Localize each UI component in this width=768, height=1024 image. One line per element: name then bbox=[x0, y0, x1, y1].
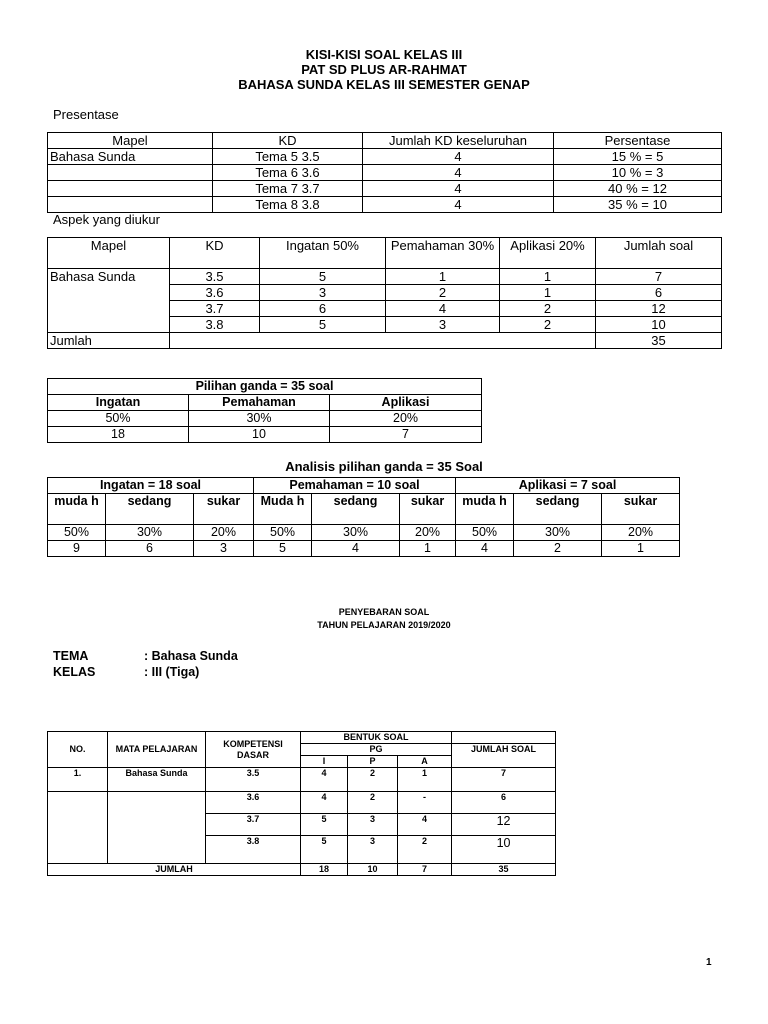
analisis-level-row bbox=[48, 494, 680, 525]
header-kd: KD bbox=[213, 133, 363, 149]
header-aplikasi: Aplikasi 20% bbox=[500, 238, 596, 269]
cell: 2 bbox=[348, 768, 398, 792]
cell: 30% bbox=[514, 525, 602, 541]
cell: 3.8 bbox=[206, 836, 301, 864]
cell: 20% bbox=[194, 525, 254, 541]
aspek-label: Aspek yang diukur bbox=[53, 212, 160, 227]
cell: 7 bbox=[398, 864, 452, 876]
analisis-group-row bbox=[48, 478, 680, 494]
cell: Tema 8 3.8 bbox=[213, 197, 363, 213]
cell: 4 bbox=[312, 541, 400, 557]
table-row bbox=[48, 197, 722, 213]
level-cell: sukar bbox=[602, 494, 680, 525]
cell: 3.7 bbox=[170, 301, 260, 317]
kelas-label: KELAS bbox=[53, 665, 96, 679]
cell: 50% bbox=[456, 525, 514, 541]
cell: 3 bbox=[348, 814, 398, 836]
cell: 5 bbox=[301, 814, 348, 836]
cell: 4 bbox=[301, 768, 348, 792]
cell: Bahasa Sunda bbox=[48, 149, 213, 165]
level-cell: sedang bbox=[514, 494, 602, 525]
empty-cell bbox=[48, 792, 108, 864]
header-jumlah-kd: Jumlah KD keseluruhan bbox=[363, 133, 554, 149]
cell: 4 bbox=[363, 197, 554, 213]
cell: 30% bbox=[106, 525, 194, 541]
header-mapel: Mapel bbox=[48, 238, 170, 269]
cell: 4 bbox=[363, 149, 554, 165]
cell: 7 bbox=[596, 269, 722, 285]
cell: 35 % = 10 bbox=[554, 197, 722, 213]
row-mapel: Bahasa Sunda bbox=[108, 768, 206, 792]
penyebaran-year: TAHUN PELAJARAN 2019/2020 bbox=[317, 620, 451, 630]
cell: 5 bbox=[254, 541, 312, 557]
cell: 4 bbox=[386, 301, 500, 317]
group-ingatan: Ingatan = 18 soal bbox=[48, 478, 254, 494]
cell: 20% bbox=[400, 525, 456, 541]
cell: 5 bbox=[260, 317, 386, 333]
cell: 18 bbox=[301, 864, 348, 876]
cell: 3 bbox=[348, 836, 398, 864]
aspek-table bbox=[47, 237, 722, 349]
jumlah-label: JUMLAH bbox=[48, 864, 301, 876]
pilihan-title-row bbox=[48, 379, 482, 395]
header-aplikasi: Aplikasi bbox=[330, 395, 482, 411]
presentase-header-row bbox=[48, 133, 722, 149]
cell: 4 bbox=[398, 814, 452, 836]
cell: 50% bbox=[48, 411, 189, 427]
cell: 2 bbox=[500, 301, 596, 317]
cell: 1 bbox=[400, 541, 456, 557]
table-row bbox=[48, 411, 482, 427]
cell: 6 bbox=[596, 285, 722, 301]
cell: 3.7 bbox=[206, 814, 301, 836]
empty-cell bbox=[452, 732, 556, 744]
cell: 4 bbox=[301, 792, 348, 814]
pilihan-title: Pilihan ganda = 35 soal bbox=[48, 379, 482, 395]
presentase-table bbox=[47, 132, 722, 213]
cell: 12 bbox=[452, 814, 556, 836]
cell: 30% bbox=[189, 411, 330, 427]
cell: 6 bbox=[260, 301, 386, 317]
header-kompetensi-dasar: KOMPETENSI DASAR bbox=[206, 732, 301, 768]
cell: 5 bbox=[260, 269, 386, 285]
cell: 9 bbox=[48, 541, 106, 557]
cell: 6 bbox=[452, 792, 556, 814]
group-pemahaman: Pemahaman = 10 soal bbox=[254, 478, 456, 494]
cell: 10 bbox=[189, 427, 330, 443]
table-row bbox=[48, 149, 722, 165]
table-row bbox=[48, 427, 482, 443]
cell: 10 % = 3 bbox=[554, 165, 722, 181]
cell: 10 bbox=[452, 836, 556, 864]
presentase-label: Presentase bbox=[53, 107, 119, 122]
cell: Tema 6 3.6 bbox=[213, 165, 363, 181]
cell: 5 bbox=[301, 836, 348, 864]
cell: 2 bbox=[514, 541, 602, 557]
cell: 3.6 bbox=[170, 285, 260, 301]
cell bbox=[48, 165, 213, 181]
cell: 3.8 bbox=[170, 317, 260, 333]
table-row bbox=[48, 525, 680, 541]
cell bbox=[48, 197, 213, 213]
cell: 1 bbox=[500, 285, 596, 301]
tema-value: : Bahasa Sunda bbox=[144, 649, 238, 663]
analisis-title: Analisis pilihan ganda = 35 Soal bbox=[285, 459, 483, 474]
header-persentase: Persentase bbox=[554, 133, 722, 149]
header-kd: KD bbox=[170, 238, 260, 269]
table-row bbox=[48, 269, 722, 285]
table-row bbox=[48, 541, 680, 557]
cell: 3 bbox=[194, 541, 254, 557]
header-pemahaman: Pemahaman 30% bbox=[386, 238, 500, 269]
header-row-1 bbox=[48, 732, 556, 744]
cell: 15 % = 5 bbox=[554, 149, 722, 165]
cell: 50% bbox=[48, 525, 106, 541]
level-cell: muda h bbox=[48, 494, 106, 525]
header-pg: PG bbox=[301, 744, 452, 756]
cell: 18 bbox=[48, 427, 189, 443]
aspek-header-row bbox=[48, 238, 722, 269]
cell: 2 bbox=[398, 836, 452, 864]
pilihan-ganda-table bbox=[47, 378, 482, 443]
level-cell: sukar bbox=[400, 494, 456, 525]
level-cell: sukar bbox=[194, 494, 254, 525]
doc-title-line1: KISI-KISI SOAL KELAS III bbox=[305, 47, 463, 62]
cell: - bbox=[398, 792, 452, 814]
jumlah-value: 35 bbox=[596, 333, 722, 349]
table-row bbox=[48, 792, 556, 814]
cell: 7 bbox=[452, 768, 556, 792]
cell: 4 bbox=[456, 541, 514, 557]
cell: 3 bbox=[260, 285, 386, 301]
table-row bbox=[48, 768, 556, 792]
pilihan-header-row bbox=[48, 395, 482, 411]
cell: 2 bbox=[386, 285, 500, 301]
header-mata-pelajaran: MATA PELAJARAN bbox=[108, 732, 206, 768]
cell: 6 bbox=[106, 541, 194, 557]
cell: 12 bbox=[596, 301, 722, 317]
header-jumlah-soal: JUMLAH SOAL bbox=[452, 744, 556, 768]
cell: 3.5 bbox=[170, 269, 260, 285]
tema-label: TEMA bbox=[53, 649, 89, 663]
table-row bbox=[48, 181, 722, 197]
header-i: I bbox=[301, 756, 348, 768]
cell: 35 bbox=[452, 864, 556, 876]
cell: 2 bbox=[348, 792, 398, 814]
penyebaran-table bbox=[47, 731, 556, 876]
header-mapel: Mapel bbox=[48, 133, 213, 149]
cell: 20% bbox=[330, 411, 482, 427]
mapel-cell: Bahasa Sunda bbox=[48, 269, 170, 333]
cell: 30% bbox=[312, 525, 400, 541]
header-ingatan: Ingatan bbox=[48, 395, 189, 411]
jumlah-row bbox=[48, 333, 722, 349]
cell: 10 bbox=[348, 864, 398, 876]
cell: 7 bbox=[330, 427, 482, 443]
cell: 10 bbox=[596, 317, 722, 333]
header-ingatan: Ingatan 50% bbox=[260, 238, 386, 269]
cell: 40 % = 12 bbox=[554, 181, 722, 197]
cell: 3.6 bbox=[206, 792, 301, 814]
cell: 1 bbox=[398, 768, 452, 792]
analisis-table bbox=[47, 477, 680, 557]
cell bbox=[48, 181, 213, 197]
cell: 4 bbox=[363, 181, 554, 197]
header-bentuk-soal: BENTUK SOAL bbox=[301, 732, 452, 744]
kelas-value: : III (Tiga) bbox=[144, 665, 200, 679]
page-number: 1 bbox=[706, 957, 712, 968]
jumlah-label: Jumlah bbox=[48, 333, 170, 349]
group-aplikasi: Aplikasi = 7 soal bbox=[456, 478, 680, 494]
cell: Tema 5 3.5 bbox=[213, 149, 363, 165]
penyebaran-title: PENYEBARAN SOAL bbox=[338, 607, 430, 617]
header-a: A bbox=[398, 756, 452, 768]
cell: 1 bbox=[500, 269, 596, 285]
header-jumlah-soal: Jumlah soal bbox=[596, 238, 722, 269]
header-p: P bbox=[348, 756, 398, 768]
cell: Tema 7 3.7 bbox=[213, 181, 363, 197]
header-pemahaman: Pemahaman bbox=[189, 395, 330, 411]
cell: 1 bbox=[386, 269, 500, 285]
level-cell: muda h bbox=[456, 494, 514, 525]
level-cell: sedang bbox=[106, 494, 194, 525]
row-no: 1. bbox=[48, 768, 108, 792]
cell: 4 bbox=[363, 165, 554, 181]
cell: 3 bbox=[386, 317, 500, 333]
doc-title-line3: BAHASA SUNDA KELAS III SEMESTER GENAP bbox=[238, 77, 530, 92]
empty-cell bbox=[108, 792, 206, 864]
table-row bbox=[48, 165, 722, 181]
level-cell: Muda h bbox=[254, 494, 312, 525]
cell: 1 bbox=[602, 541, 680, 557]
cell: 3.5 bbox=[206, 768, 301, 792]
cell: 50% bbox=[254, 525, 312, 541]
doc-title-line2: PAT SD PLUS AR-RAHMAT bbox=[301, 62, 467, 77]
empty-cell bbox=[170, 333, 596, 349]
cell: 2 bbox=[500, 317, 596, 333]
cell: 20% bbox=[602, 525, 680, 541]
jumlah-row bbox=[48, 864, 556, 876]
header-no: NO. bbox=[48, 732, 108, 768]
level-cell: sedang bbox=[312, 494, 400, 525]
